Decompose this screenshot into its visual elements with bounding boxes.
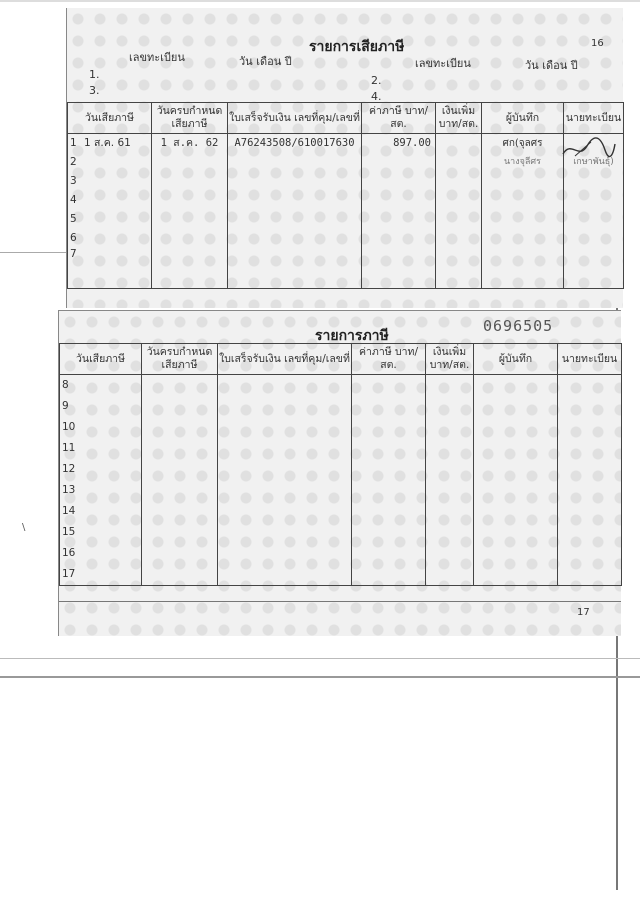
row-number: 4 [70,194,77,206]
col-due-date: วันครบกำหนดเสียภาษี [152,103,228,134]
table-row [68,134,624,154]
top-tax-table [67,102,624,289]
row-number: 10 [60,417,142,438]
col-registrar: นายทะเบียน [558,344,622,375]
col-recorder: ผู้บันทึก [474,344,558,375]
table-row [60,501,622,522]
table-row [68,229,624,248]
col-surcharge: เงินเพิ่ม บาท/สต. [426,344,474,375]
scan-speck: \ [22,522,26,533]
top-page [66,8,623,308]
row-number: 5 [70,213,77,225]
col-surcharge: เงินเพิ่ม บาท/สต. [436,103,482,134]
scan-divider-2 [0,676,640,678]
list-number-1: 1. [89,68,100,81]
bottom-table-header [60,344,622,375]
list-number-2: 2. [371,74,382,87]
table-row [60,417,622,438]
row-number: 1 [70,137,77,149]
list-number-4: 4. [371,90,382,103]
table-row [60,438,622,459]
bottom-page-rule [59,601,621,602]
top-page-number: 16 [591,38,604,49]
col-registrar: นายทะเบียน [564,103,624,134]
date-label-left: วัน เดือน ปี [239,55,292,68]
date-label-right: วัน เดือน ปี [525,59,578,72]
row-number: 14 [60,501,142,522]
col-paid-date: วันเสียภาษี [68,103,152,134]
reg-label-right: เลขทะเบียน [415,57,471,70]
recorder-full-name: นางจุลีศร [482,153,564,172]
table-row [60,480,622,501]
row-number: 17 [60,564,142,586]
surcharge-amount [436,134,482,154]
bottom-page-title: รายการภาษี [315,328,389,344]
signature-scribble-icon [561,136,617,162]
table-row [60,564,622,586]
table-row [60,522,622,543]
col-receipt: ใบเสร็จรับเงิน เลขที่คุม/เลขที่ [228,103,362,134]
receipt-number: A76243508/610017630 [228,134,362,154]
row-number: 12 [60,459,142,480]
row-number: 8 [60,375,142,397]
list-number-3: 3. [89,84,100,97]
row-number: 16 [60,543,142,564]
table-row [60,543,622,564]
table-row [68,172,624,191]
top-table-header [68,103,624,134]
top-page-title: รายการเสียภาษี [309,39,405,55]
table-row [68,248,624,289]
col-paid-date: วันเสียภาษี [60,344,142,375]
table-row [60,459,622,480]
table-row [68,153,624,172]
col-tax: ค่าภาษี บาท/สต. [362,103,436,134]
scan-left-line [0,252,66,253]
table-row [60,396,622,417]
row-number: 2 [70,156,77,168]
serial-number: 0696505 [483,317,554,335]
row-number: 13 [60,480,142,501]
table-row [60,375,622,397]
bottom-tax-table [59,343,622,586]
tax-amount: 897.00 [362,134,436,154]
table-row [68,191,624,210]
col-recorder: ผู้บันทึก [482,103,564,134]
row-number: 9 [60,396,142,417]
col-due-date: วันครบกำหนดเสียภาษี [142,344,218,375]
row-number: 15 [60,522,142,543]
due-date: 1 ส.ค. 62 [152,134,228,154]
row-number: 11 [60,438,142,459]
row-number: 7 [70,248,77,260]
scan-top-edge [0,0,640,2]
row-number: 3 [70,175,77,187]
table-row [68,210,624,229]
paid-date: 1 ส.ค. 61 [84,137,131,149]
bottom-page [58,310,621,636]
row-number: 6 [70,232,77,244]
bottom-page-number: 17 [577,607,590,618]
col-tax: ค่าภาษี บาท/สต. [352,344,426,375]
scan-divider-1 [0,658,640,659]
recorder-name: ศก(จุลศร [482,134,564,154]
col-receipt: ใบเสร็จรับเงิน เลขที่คุม/เลขที่ [218,344,352,375]
registrar-full-name: เกษาพันธุ์) [564,153,624,172]
reg-label-left: เลขทะเบียน [129,51,185,64]
